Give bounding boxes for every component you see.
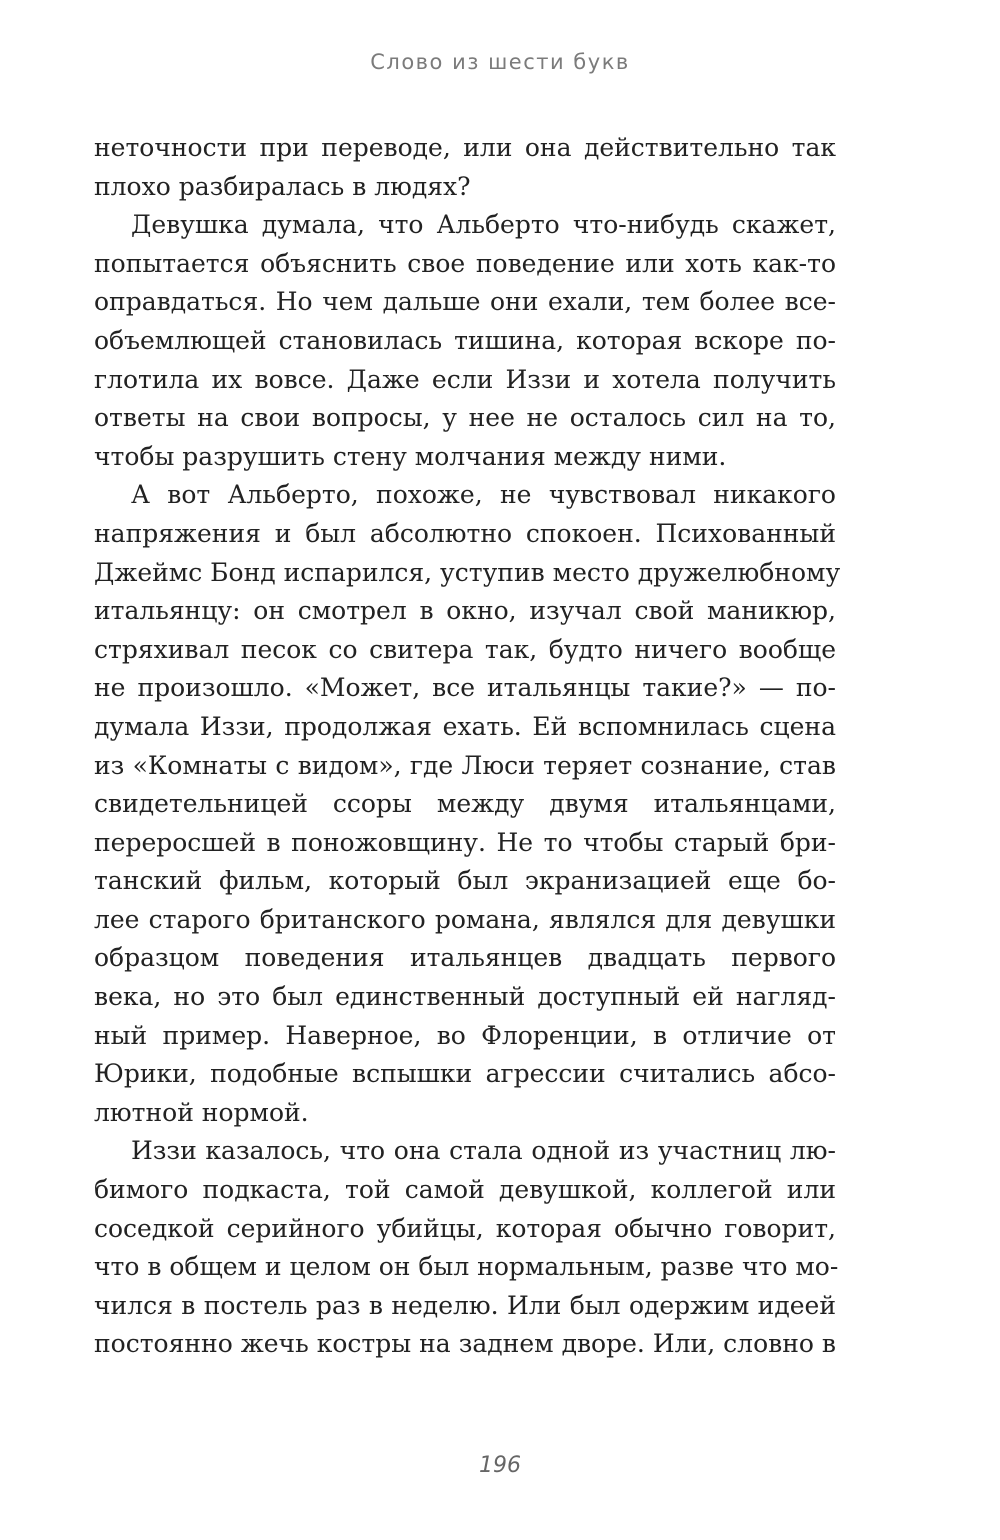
text-line: постоянно жечь костры на заднем дворе. Или, словно в: [94, 1329, 836, 1359]
text-line: ный пример. Наверное, во Флоренции, в отличие от: [94, 1020, 836, 1050]
text-line: соседкой серийного убийцы, которая обычно говорит,: [94, 1213, 836, 1243]
text-line: оправдаться. Но чем дальше они ехали, тем более все-: [94, 287, 836, 317]
text-line: попытается объяснить свое поведение или хоть как-то: [94, 248, 836, 278]
text-line: А вот Альберто, похоже, не чувствовал никакого: [131, 480, 836, 510]
text-line: лее старого британского романа, являлся для девушки: [94, 904, 836, 934]
text-line: не произошло. «Может, все итальянцы такие?» — по-: [94, 673, 836, 703]
text-line: что в общем и целом он был нормальным, разве что мо-: [94, 1252, 839, 1282]
text-line: Джеймс Бонд испарился, уступив место дружелюбному: [94, 557, 841, 587]
page-number: 196: [479, 1453, 521, 1478]
text-line: глотила их вовсе. Даже если Иззи и хотела получить: [94, 364, 836, 394]
text-line: Девушка думала, что Альберто что-нибудь скажет,: [131, 210, 836, 240]
body-text: [94, 129, 841, 1364]
text-line: века, но это был единственный доступный ей нагляд-: [94, 982, 836, 1012]
paragraph: [94, 476, 841, 1132]
text-line: чтобы разрушить стену молчания между ними.: [94, 441, 727, 471]
text-line: образцом поведения итальянцев двадцать первого: [94, 943, 836, 973]
text-line: думала Иззи, продолжая ехать. Ей вспомнилась сцена: [94, 711, 836, 741]
paragraph: [94, 1132, 839, 1364]
text-line: объемлющей становилась тишина, которая вскоре по-: [94, 325, 836, 355]
text-line: итальянцу: он смотрел в окно, изучал свой маникюр,: [94, 596, 836, 626]
paragraph: [94, 206, 836, 476]
text-line: бимого подкаста, той самой девушкой, коллегой или: [94, 1175, 836, 1205]
text-line: плохо разбиралась в людях?: [94, 171, 471, 201]
running-head: Слово из шести букв: [370, 50, 630, 74]
text-line: ответы на свои вопросы, у нее не осталось сил на то,: [94, 403, 836, 433]
text-line: лютной нормой.: [94, 1097, 309, 1127]
text-line: стряхивал песок со свитера так, будто ничего вообще: [94, 634, 836, 664]
text-line: Юрики, подобные вспышки агрессии считались абсо-: [94, 1059, 836, 1089]
text-line: переросшей в поножовщину. Не то чтобы старый бри-: [94, 827, 836, 857]
text-line: чился в постель раз в неделю. Или был одержим идеей: [94, 1290, 836, 1320]
text-line: неточности при переводе, или она действительно так: [94, 133, 836, 162]
paragraph: [94, 129, 836, 206]
text-line: танский фильм, который был экранизацией еще бо-: [94, 866, 836, 896]
text-line: напряжения и был абсолютно спокоен. Психованный: [94, 518, 836, 548]
text-line: Иззи казалось, что она стала одной из участниц лю-: [131, 1136, 836, 1166]
text-line: свидетельницей ссоры между двумя итальянцами,: [94, 789, 836, 819]
text-line: из «Комнаты с видом», где Люси теряет сознание, став: [94, 750, 836, 780]
